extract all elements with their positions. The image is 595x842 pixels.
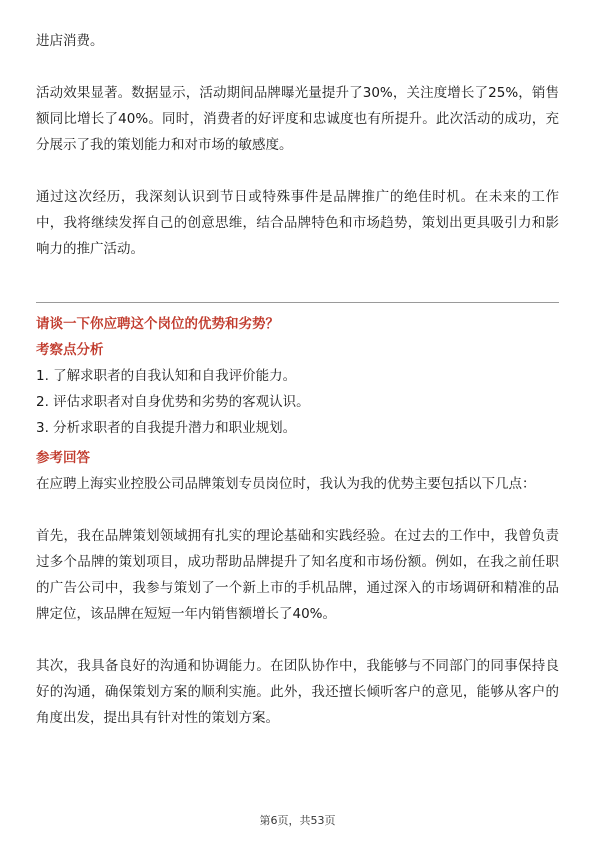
analysis-item: 3. 分析求职者的自我提升潜力和职业规划。	[36, 420, 297, 436]
document-body-lower	[36, 337, 559, 731]
answer-paragraph-first: 首先，我在品牌策划领域拥有扎实的理论基础和实践经验。在过去的工作中，我曾负责过多个品牌的策划项目，成功帮助品牌提升了知名度和市场份额。例如，在我之前任职的广告公司中，我参与策划了一个新上市的手机品牌，通过深入的市场调研和精准的品牌定位，该品牌在短短一年内销售额增长了40%。	[36, 528, 559, 622]
analysis-item: 2. 评估求职者对自身优势和劣势的客观认识。	[36, 394, 310, 410]
section-divider	[36, 302, 559, 303]
page-number-footer: 第6页，共53页	[259, 814, 336, 827]
paragraph-reflection: 通过这次经历，我深刻认识到节日或特殊事件是品牌推广的绝佳时机。在未来的工作中，我将继续发挥自己的创意思维，结合品牌特色和市场趋势，策划出更具吸引力和影响力的推广活动。	[36, 189, 559, 257]
answer-title: 参考回答	[36, 450, 90, 466]
question-heading: 请谈一下你应聘这个岗位的优势和劣势？	[36, 316, 279, 332]
paragraph-activity-results: 活动效果显著。数据显示，活动期间品牌曝光量提升了30%，关注度增长了25%，销售额同比增长了40%。同时，消费者的好评度和忠诚度也有所提升。此次活动的成功，充分展示了我的策划能力和对市场的敏感度。	[36, 85, 559, 153]
analysis-title: 考察点分析	[36, 342, 104, 358]
analysis-item: 1. 了解求职者的自我认知和自我评价能力。	[36, 368, 297, 384]
paragraph-continuation: 进店消费。	[36, 33, 104, 49]
answer-paragraph-intro: 在应聘上海实业控股公司品牌策划专员岗位时，我认为我的优势主要包括以下几点：	[36, 476, 536, 492]
answer-paragraph-second: 其次，我具备良好的沟通和协调能力。在团队协作中，我能够与不同部门的同事保持良好的沟通，确保策划方案的顺利实施。此外，我还擅长倾听客户的意见，能够从客户的角度出发，提出具有针对性的策划方案。	[36, 658, 559, 726]
document-body-top	[36, 28, 559, 262]
